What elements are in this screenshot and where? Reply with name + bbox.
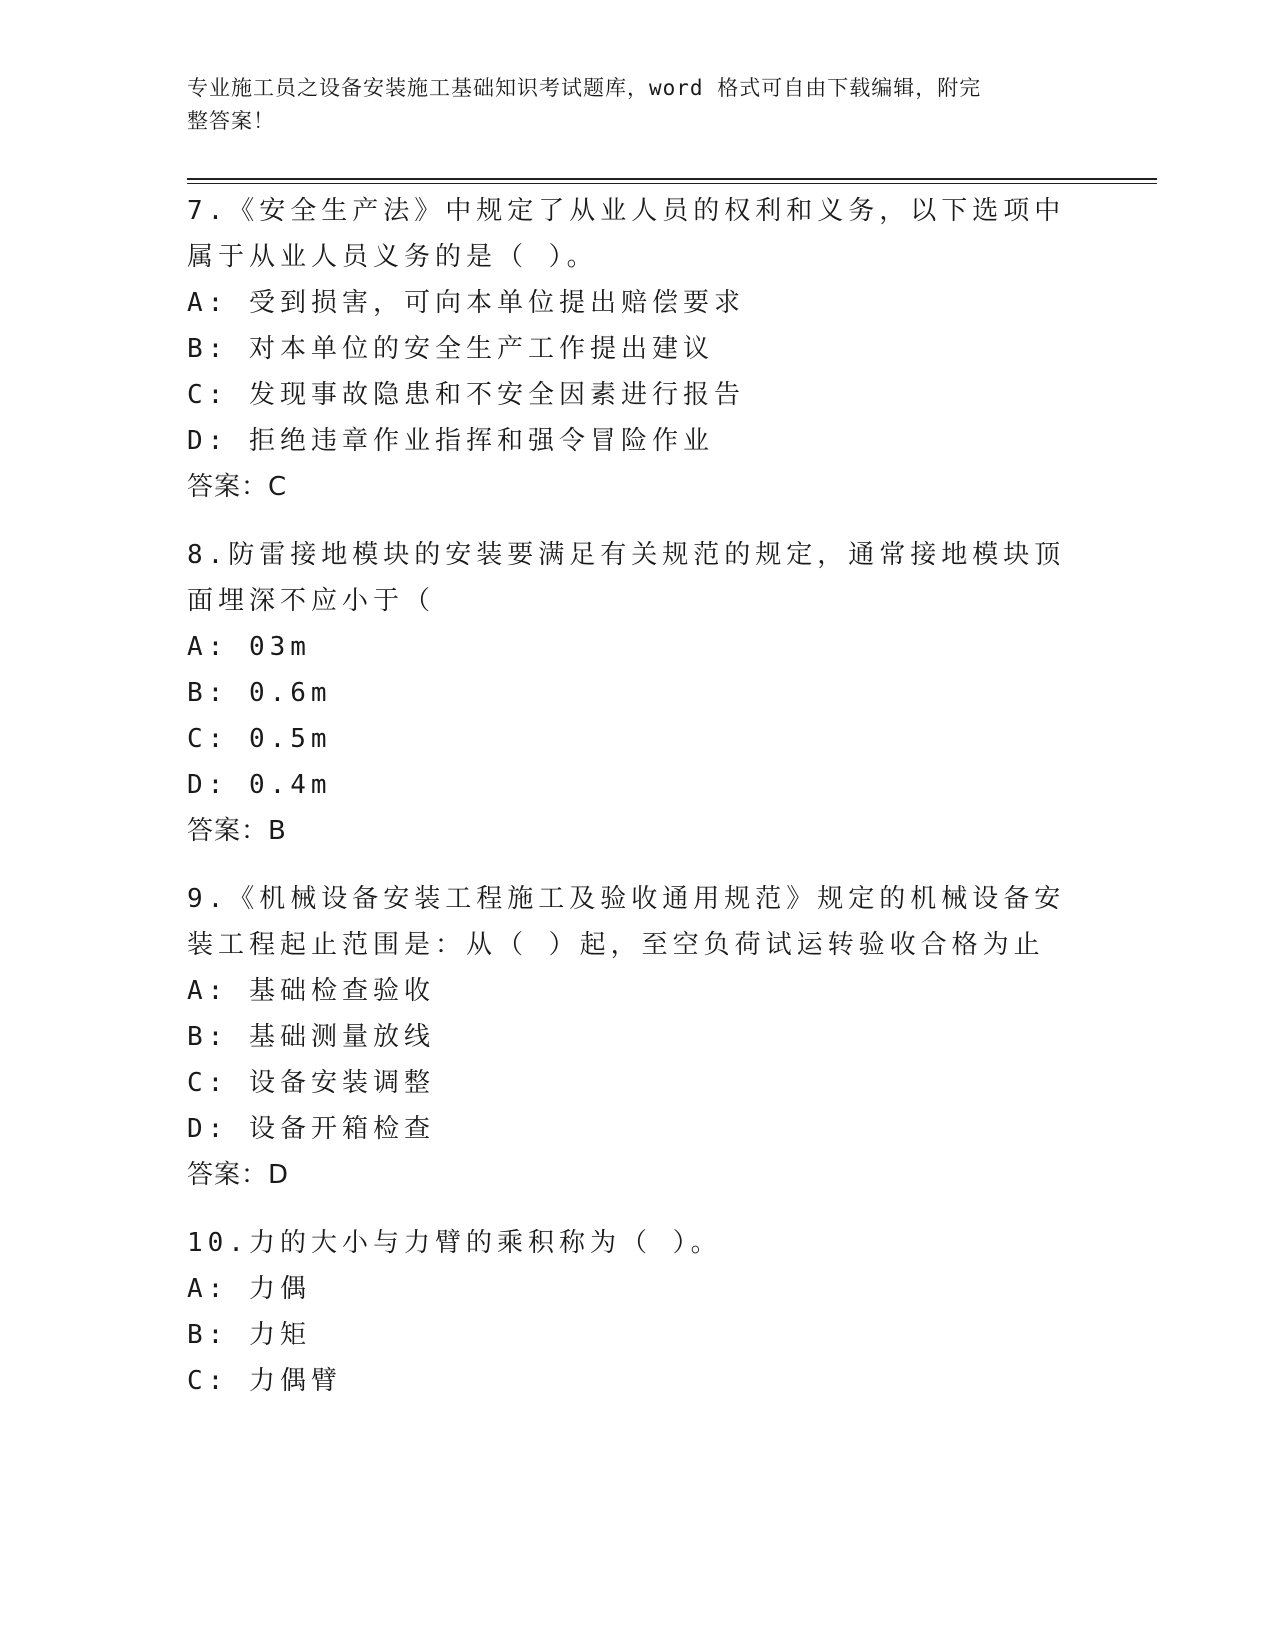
- header-divider-thick: [187, 178, 1157, 180]
- answer: 答案：D: [187, 1160, 290, 1190]
- option-d: D: 设备开箱检查: [187, 1114, 435, 1144]
- question-text: 9.《机械设备安装工程施工及验收通用规范》规定的机械设备安装工程起止范围是：从（ ）起，至空负荷试运转验收合格为止: [187, 884, 1066, 960]
- option-b: B: 基础测量放线: [187, 1022, 435, 1052]
- option-d: D: 拒绝违章作业指挥和强令冒险作业: [187, 426, 714, 456]
- document-header: [187, 72, 1067, 138]
- question-10: [187, 1220, 1067, 1404]
- question-text: 10.力的大小与力臂的乘积称为（ ）。: [187, 1228, 722, 1258]
- question-7: [187, 188, 1067, 510]
- question-text: 8.防雷接地模块的安装要满足有关规范的规定，通常接地模块顶面埋深不应小于（: [187, 540, 1066, 616]
- option-a: A: 受到损害，可向本单位提出赔偿要求: [187, 288, 745, 318]
- option-b: B: 对本单位的安全生产工作提出建议: [187, 334, 714, 364]
- option-b: B: 力矩: [187, 1320, 311, 1350]
- question-text: 7.《安全生产法》中规定了从业人员的权利和义务，以下选项中属于从业人员义务的是（ ）。: [187, 196, 1066, 272]
- option-a: A: 03m: [187, 632, 311, 662]
- header-line-2: 整答案！: [187, 109, 275, 133]
- question-8: [187, 532, 1067, 854]
- option-c: C: 设备安装调整: [187, 1068, 435, 1098]
- answer: 答案：B: [187, 816, 287, 846]
- option-d: D: 0.4m: [187, 770, 332, 800]
- header-line-1: 专业施工员之设备安装施工基础知识考试题库，word 格式可自由下载编辑，附完: [187, 76, 982, 100]
- option-a: A: 基础检查验收: [187, 976, 435, 1006]
- option-c: C: 发现事故隐患和不安全因素进行报告: [187, 380, 745, 410]
- question-list: [187, 188, 1067, 1426]
- header-divider-thin: [187, 183, 1157, 184]
- option-b: B: 0.6m: [187, 678, 332, 708]
- answer: 答案：C: [187, 472, 288, 502]
- option-c: C: 力偶臂: [187, 1366, 342, 1396]
- question-9: [187, 876, 1067, 1198]
- option-c: C: 0.5m: [187, 724, 332, 754]
- option-a: A: 力偶: [187, 1274, 311, 1304]
